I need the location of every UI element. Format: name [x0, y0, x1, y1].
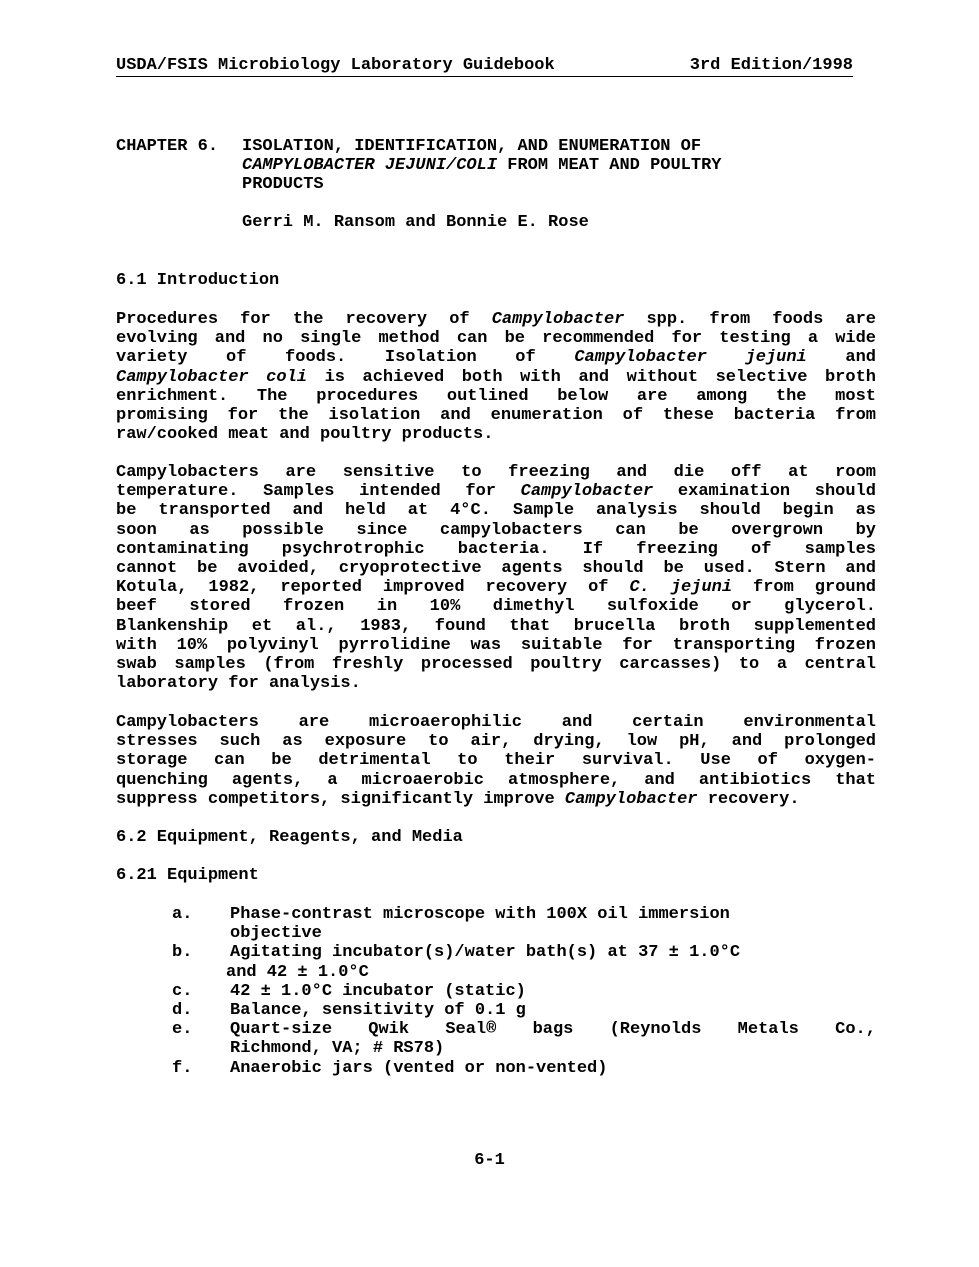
chapter-title-line-2 [242, 156, 721, 175]
list-marker: e. [172, 1020, 193, 1040]
equipment-list [172, 905, 876, 1078]
paragraph-line: Kotula, 1982, reported improved recovery of C. jejuni from ground [116, 578, 877, 598]
list-marker: b. [172, 943, 193, 963]
paragraph-line: suppress competitors, significantly improve Campylobacter recovery. [116, 789, 800, 809]
page-number: 6-1 [474, 1151, 505, 1170]
paragraph-line: with 10% polyvinyl pyrrolidine was suitable for transporting frozen [116, 635, 876, 655]
list-item-text: Phase-contrast microscope with 100X oil immersion [230, 905, 730, 924]
list-item [172, 1001, 876, 1020]
list-item [172, 943, 876, 981]
italic-term: Campylobacter [520, 482, 654, 502]
italic-term: Campylobacter jejuni [574, 348, 807, 368]
header-title: USDA/FSIS Microbiology Laboratory Guidebook [116, 56, 555, 75]
list-item-text: 42 ± 1.0°C incubator (static) [230, 981, 526, 1001]
paragraph-line: beef stored frozen in 10% dimethyl sulfoxide or glycerol. [116, 597, 876, 617]
italic-term: C. jejuni [629, 578, 733, 598]
paragraph-line: raw/cooked meat and poultry products. [116, 425, 494, 445]
list-item [172, 1020, 876, 1058]
list-item [172, 982, 876, 1001]
list-item-text: objective [230, 924, 322, 944]
chapter-title-line-2-rest: FROM MEAT AND POULTRY [497, 156, 722, 175]
paragraph-line: Campylobacter coli is achieved both with and without selective broth [116, 367, 876, 387]
section-heading-6-2: 6.2 Equipment, Reagents, and Media [116, 828, 463, 847]
paragraph-line: cannot be avoided, cryoprotective agents should be used. Stern and [116, 558, 876, 578]
subsection-heading-6-21: 6.21 Equipment [116, 866, 259, 885]
header-edition: 3rd Edition/1998 [689, 56, 853, 75]
chapter-title-line-3: PRODUCTS [242, 175, 324, 194]
paragraph-line: evolving and no single method can be recommended for testing a wide [116, 329, 876, 349]
paragraph-line: storage can be detrimental to their survival. Use of oxygen- [116, 751, 876, 771]
chapter-label: CHAPTER 6. [116, 137, 219, 156]
paragraph-line: Procedures for the recovery of Campylobacter spp. from foods are [116, 310, 876, 329]
word: bags [532, 1020, 574, 1040]
intro-paragraph-2 [116, 463, 876, 693]
paragraph-line: laboratory for analysis. [116, 674, 361, 694]
paragraph-line: contaminating psychrotrophic bacteria. If freezing of samples [116, 539, 876, 559]
list-item-text: and 42 ± 1.0°C [226, 962, 369, 982]
paragraph-line: swab samples (from freshly processed poultry carcasses) to a central [116, 654, 876, 674]
paragraph-line: Campylobacters are sensitive to freezing and die off at room [116, 463, 876, 482]
organism-name: CAMPYLOBACTER JEJUNI/COLI [242, 156, 498, 175]
list-marker: d. [172, 1001, 193, 1021]
paragraph-line: Campylobacters are microaerophilic and certain environmental [116, 713, 876, 732]
list-item [172, 905, 876, 943]
list-marker: a. [172, 905, 193, 924]
italic-term: Campylobacter coli [116, 367, 307, 387]
paragraph-line: soon as possible since campylobacters can be overgrown by [116, 520, 876, 540]
paragraph-line: promising for the isolation and enumeration of these bacteria from [116, 405, 876, 425]
list-marker: f. [172, 1058, 193, 1078]
section-heading-6-1: 6.1 Introduction [116, 271, 280, 290]
italic-term: Campylobacter [564, 789, 698, 809]
word: Seal® [445, 1020, 497, 1040]
paragraph-line: Blankenship et al., 1983, found that brucella broth supplemented [116, 616, 876, 636]
list-item-text: Anaerobic jars (vented or non-vented) [230, 1058, 608, 1078]
paragraph-line: temperature. Samples intended for Campylobacter examination should [116, 482, 876, 502]
word: (Reynolds [609, 1020, 702, 1040]
running-header [116, 56, 853, 77]
word: Quart-size [230, 1020, 333, 1040]
list-item [172, 1059, 876, 1078]
intro-paragraph-3 [116, 713, 876, 809]
intro-paragraph-1 [116, 310, 876, 444]
italic-term: Campylobacter [491, 310, 625, 329]
paragraph-line: be transported and held at 4°C. Sample analysis should begin as [116, 501, 876, 521]
chapter-authors: Gerri M. Ransom and Bonnie E. Rose [242, 213, 589, 232]
paragraph-line: quenching agents, a microaerobic atmosphere, and antibiotics that [116, 770, 876, 790]
paragraph-line: enrichment. The procedures outlined below are among the most [116, 386, 876, 406]
list-marker: c. [172, 981, 193, 1001]
list-item-text: Agitating incubator(s)/water bath(s) at 37 ± 1.0°C [230, 943, 741, 963]
paragraph-line: variety of foods. Isolation of Campylobacter jejuni and [116, 348, 876, 368]
word: Qwik [368, 1020, 410, 1040]
chapter-title-line-1: ISOLATION, IDENTIFICATION, AND ENUMERATION OF [242, 137, 702, 156]
word: Metals [737, 1020, 799, 1040]
paragraph-line: stresses such as exposure to air, drying, low pH, and prolonged [116, 732, 876, 752]
word: Co., [835, 1020, 876, 1040]
list-item-text [230, 1020, 876, 1039]
list-item-text: Richmond, VA; # RS78) [230, 1039, 445, 1059]
list-item-text: Balance, sensitivity of 0.1 g [230, 1001, 526, 1021]
